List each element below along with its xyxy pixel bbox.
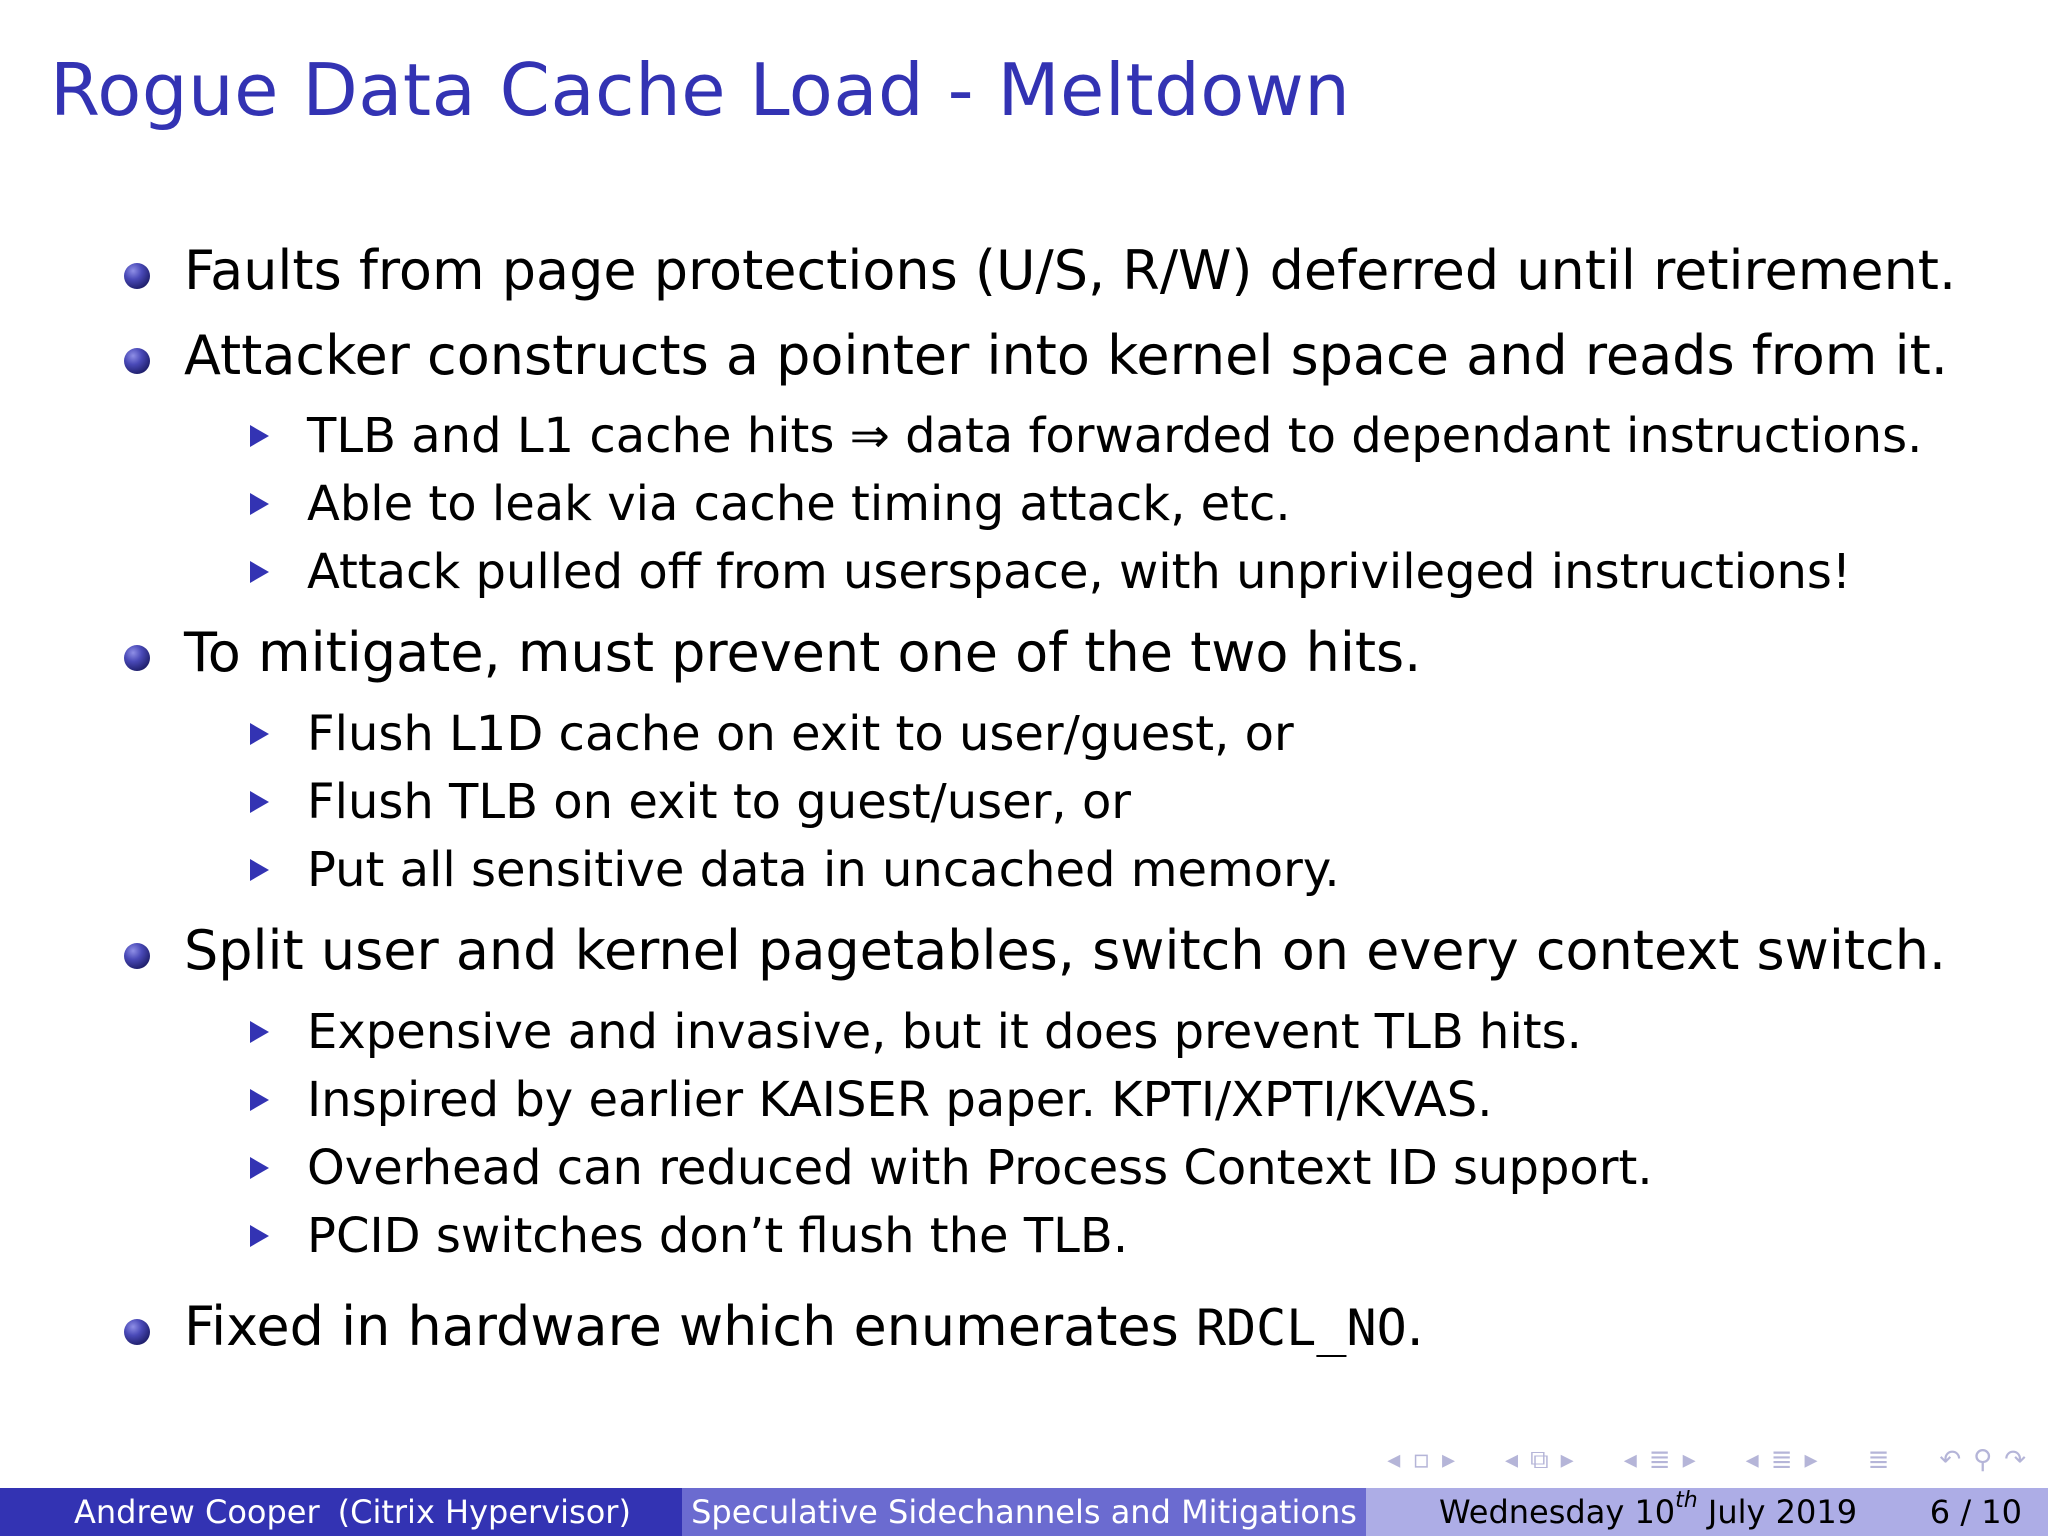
footer-date <box>1366 1488 2048 1536</box>
date-superscript: th <box>1675 1488 1698 1514</box>
sub-bullet-item <box>307 703 1294 765</box>
nav-left-arrow-icon[interactable]: ◂ <box>1387 1445 1401 1475</box>
frame-icon[interactable]: ▫ <box>1412 1445 1430 1475</box>
sub-bullet-text: Able to leak via cache timing attack, etc. <box>307 476 1291 532</box>
sub-bullet-text: Inspired by earlier KAISER paper. KPTI/XPTI/KVAS. <box>307 1072 1493 1128</box>
code-rdcl-no: RDCL_NO <box>1195 1299 1407 1357</box>
nav-right-arrow-icon[interactable]: ▸ <box>1441 1445 1456 1475</box>
bullet-text: Faults from page protections (U/S, R/W) deferred until retirement. <box>184 239 1957 302</box>
sub-bullet-text: PCID switches don’t flush the TLB. <box>307 1208 1129 1264</box>
bullet-item <box>184 916 1946 986</box>
sphere-bullet-icon <box>124 263 150 289</box>
triangle-bullet-icon <box>250 561 269 583</box>
bullet-text-prefix: Fixed in hardware which enumerates <box>184 1295 1196 1358</box>
sub-bullet-text: Overhead can reduced with Process Context ID support. <box>307 1140 1653 1196</box>
sub-bullet-item <box>307 1001 1582 1063</box>
triangle-bullet-icon <box>250 1157 269 1179</box>
triangle-bullet-icon <box>250 723 269 745</box>
subsection-icon[interactable]: ⧉ <box>1530 1444 1549 1475</box>
bullet-item <box>184 618 1421 688</box>
page-number: 6 / 10 <box>1929 1493 2022 1531</box>
sub-bullet-item <box>307 405 1922 467</box>
author-name: Andrew Cooper <box>74 1493 320 1531</box>
footer-talk-title: Speculative Sidechannels and Mitigations <box>682 1488 1366 1536</box>
beamer-navigation <box>1387 1440 2026 1480</box>
sub-bullet-item <box>307 839 1340 901</box>
nav-left-arrow-icon[interactable]: ◂ <box>1745 1445 1759 1475</box>
sub-bullet-text: Expensive and invasive, but it does prevent TLB hits. <box>307 1004 1582 1060</box>
back-arrow-icon[interactable]: ↶ <box>1939 1445 1962 1475</box>
nav-right-arrow-icon[interactable]: ▸ <box>1560 1445 1574 1475</box>
triangle-bullet-icon <box>250 1021 269 1043</box>
triangle-bullet-icon <box>250 425 269 447</box>
bullet-text: To mitigate, must prevent one of the two hits. <box>184 621 1422 684</box>
triangle-bullet-icon <box>250 859 269 881</box>
sphere-bullet-icon <box>124 348 150 374</box>
bullet-item <box>184 1292 1424 1363</box>
nav-left-arrow-icon[interactable]: ◂ <box>1505 1445 1519 1475</box>
nav-right-arrow-icon[interactable]: ▸ <box>1682 1445 1696 1475</box>
triangle-bullet-icon <box>250 791 269 813</box>
sub-bullet-text: Flush TLB on exit to guest/user, or <box>307 774 1132 830</box>
bullet-text-suffix: . <box>1406 1295 1424 1358</box>
triangle-bullet-icon <box>250 493 269 515</box>
bullet-text: Split user and kernel pagetables, switch on every context switch. <box>184 919 1947 982</box>
triangle-bullet-icon <box>250 1089 269 1111</box>
author-affiliation: (Citrix Hypervisor) <box>337 1493 631 1531</box>
bullet-item <box>184 321 1948 391</box>
appendix-icon[interactable]: ≣ <box>1867 1445 1890 1475</box>
sub-bullet-item <box>307 1069 1492 1131</box>
sub-bullet-item <box>307 541 1851 603</box>
document-icon[interactable]: ≣ <box>1770 1445 1793 1475</box>
date-suffix: July 2019 <box>1697 1493 1858 1531</box>
footer-author <box>0 1488 682 1536</box>
sub-bullet-item <box>307 1137 1653 1199</box>
sphere-bullet-icon <box>124 943 150 969</box>
slide-title: Rogue Data Cache Load - Meltdown <box>50 48 1351 132</box>
sub-bullet-item <box>307 1205 1128 1267</box>
sub-bullet-text: Flush L1D cache on exit to user/guest, or <box>307 706 1294 762</box>
bullet-item <box>184 236 1956 306</box>
date-prefix: Wednesday 10 <box>1439 1493 1676 1531</box>
sub-bullet-item <box>307 771 1131 833</box>
nav-right-arrow-icon[interactable]: ▸ <box>1804 1445 1818 1475</box>
section-icon[interactable]: ≣ <box>1648 1445 1671 1475</box>
search-icon[interactable]: ⚲ <box>1973 1445 1993 1475</box>
nav-left-arrow-icon[interactable]: ◂ <box>1623 1445 1637 1475</box>
slide-footer <box>0 1488 2048 1536</box>
triangle-bullet-icon <box>250 1225 269 1247</box>
sphere-bullet-icon <box>124 1319 150 1345</box>
bullet-text: Attacker constructs a pointer into kernel space and reads from it. <box>184 324 1948 387</box>
sub-bullet-text: TLB and L1 cache hits ⇒ data forwarded to dependant instructions. <box>307 408 1923 464</box>
forward-arrow-icon[interactable]: ↷ <box>2004 1445 2026 1475</box>
sphere-bullet-icon <box>124 645 150 671</box>
sub-bullet-text: Attack pulled off from userspace, with unprivileged instructions! <box>307 544 1852 600</box>
sub-bullet-text: Put all sensitive data in uncached memory. <box>307 842 1340 898</box>
sub-bullet-item <box>307 473 1291 535</box>
